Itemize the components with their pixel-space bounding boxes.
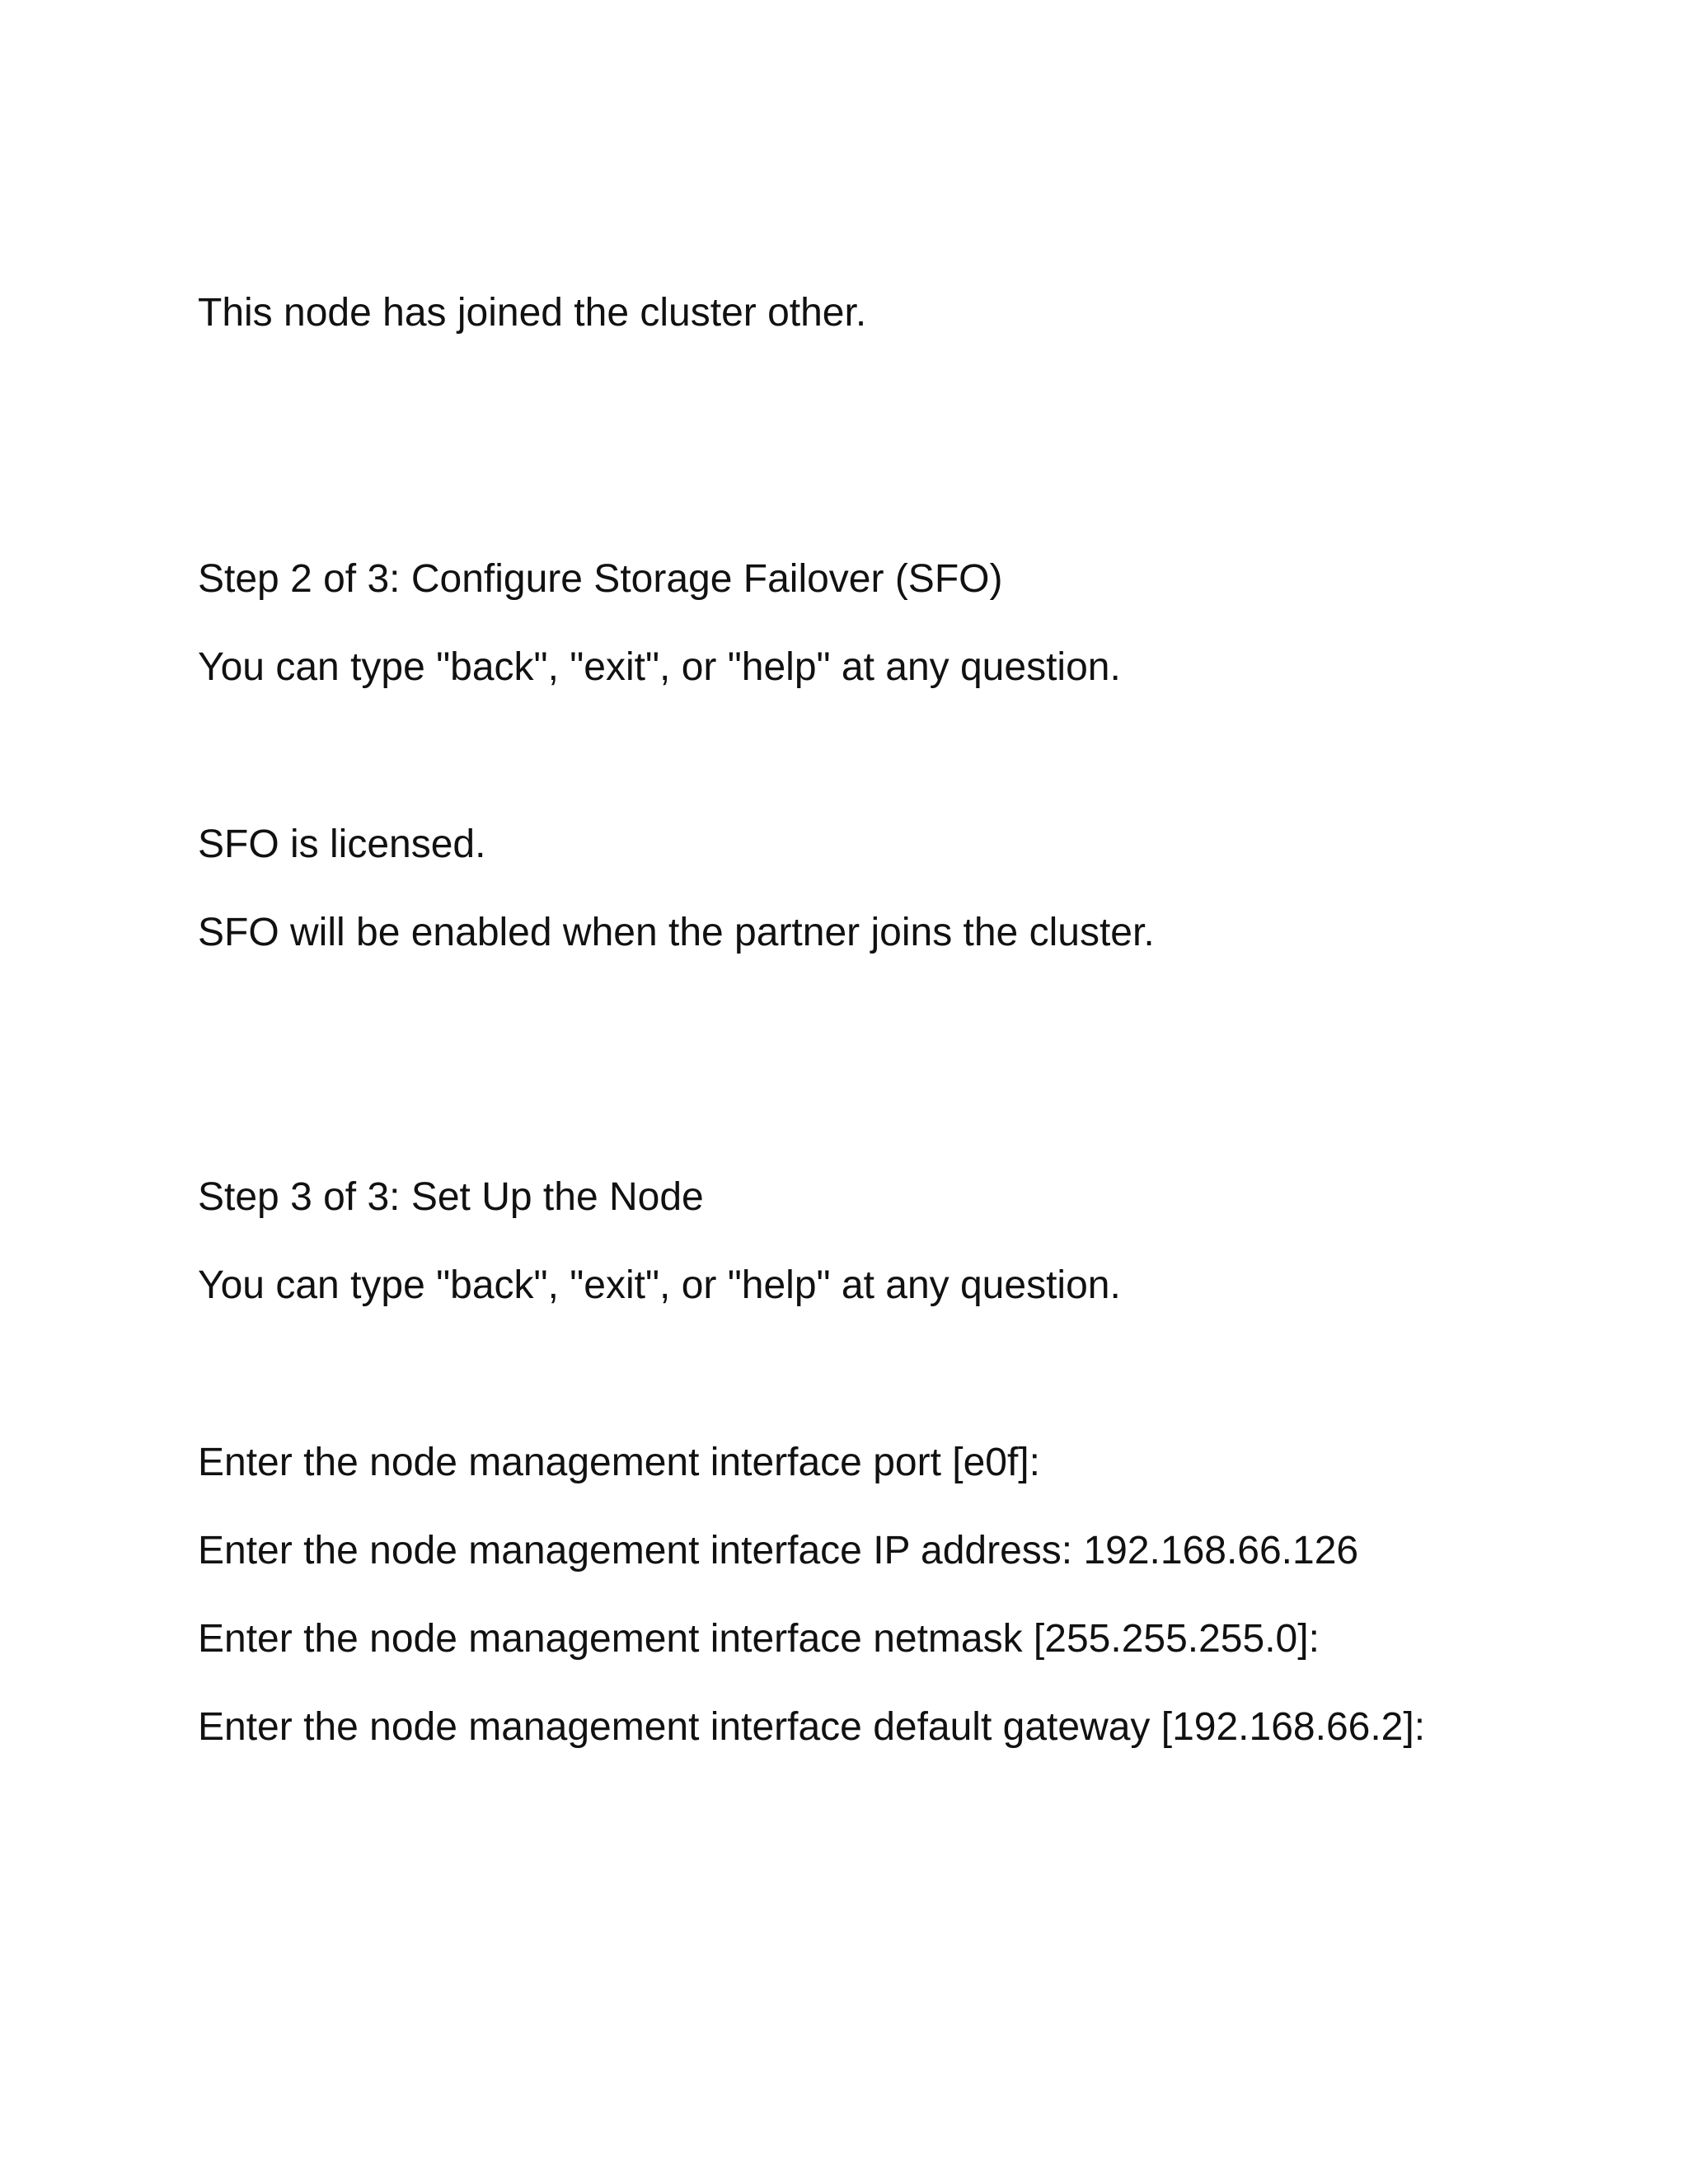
prompt-gateway: Enter the node management interface default gateway [192.168.66.2]:	[198, 1705, 1426, 1749]
step3-hint: You can type "back", "exit", or "help" at any question.	[198, 1263, 1121, 1307]
step3-heading: Step 3 of 3: Set Up the Node	[198, 1175, 704, 1219]
sfo-licensed-text: SFO is licensed.	[198, 823, 486, 866]
step2-hint: You can type "back", "exit", or "help" at any question.	[198, 645, 1121, 689]
step2-heading: Step 2 of 3: Configure Storage Failover (SFO)	[198, 557, 1003, 601]
join-message: This node has joined the cluster other.	[198, 291, 867, 335]
sfo-enabled-note: SFO will be enabled when the partner joins the cluster.	[198, 911, 1155, 954]
prompt-ip-address: Enter the node management interface IP address: 192.168.66.126	[198, 1529, 1359, 1572]
prompt-port: Enter the node management interface port [e0f]:	[198, 1441, 1040, 1484]
prompt-netmask: Enter the node management interface netmask [255.255.255.0]:	[198, 1617, 1320, 1661]
